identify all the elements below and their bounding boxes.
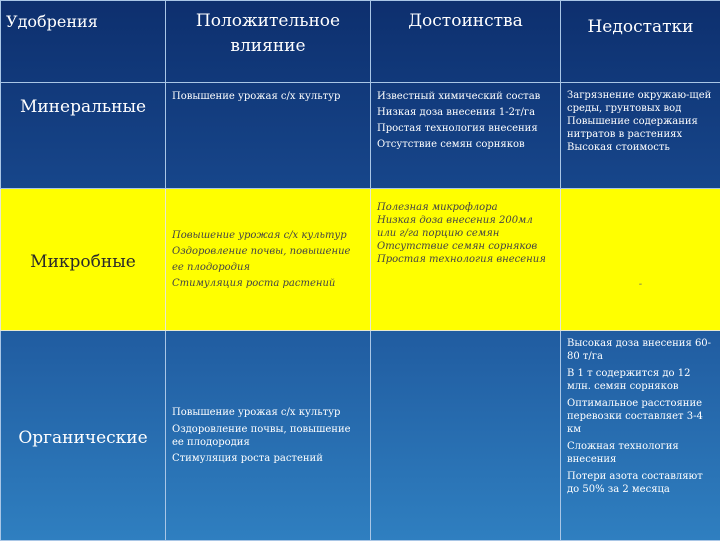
row-label-organic: Органические [1, 331, 166, 541]
list-item: Повышение урожая с/х культур [172, 89, 364, 105]
cell-mineral-positive [166, 83, 371, 189]
list-item: Известный химический состав [377, 89, 554, 105]
cell-organic-advantages [371, 331, 561, 541]
list-item: Сложная технология внесения [567, 440, 714, 466]
list-item: Оздоровление почвы, повышение ее плодородия [172, 423, 364, 449]
list-item: Потери азота составляют до 50% за 2 месяца [567, 470, 714, 496]
table-row-microbial [1, 189, 720, 331]
row-label-microbial: Микробные [1, 189, 166, 331]
list-item: Высокая стоимость [567, 141, 714, 154]
list-item: Оздоровление почвы, повышение ее плодородия [172, 244, 364, 276]
list-item: В 1 т содержится до 12 млн. семян сорняков [567, 367, 714, 393]
list-item: Отсутствие семян сорняков [377, 137, 554, 153]
table-row-organic [1, 331, 720, 541]
cell-organic-positive [166, 331, 371, 541]
list-item: Повышение урожая с/х культур [172, 228, 364, 244]
list-item: Низкая доза внесения 200мл или г/га порцию семян [377, 214, 554, 240]
list-item: - [567, 277, 714, 293]
list-item: Стимуляция роста растений [172, 451, 364, 467]
header-disadvantages: Недостатки [561, 1, 720, 83]
cell-organic-disadvantages [561, 331, 720, 541]
list-item: Повышение содержания нитратов в растениях [567, 115, 714, 141]
list-item: Простая технология внесения [377, 253, 554, 266]
header-advantages: Достоинства [371, 1, 561, 83]
list-item: Высокая доза внесения 60-80 т/га [567, 337, 714, 363]
table-row-mineral [1, 83, 720, 189]
list-item: Полезная микрофлора [377, 201, 554, 214]
row-label-mineral: Минеральные [1, 83, 166, 189]
list-item: Загрязнение окружаю-щей среды, грунтовых вод [567, 89, 714, 115]
list-item: Простая технология внесения [377, 121, 554, 137]
list-item: Повышение урожая с/х культур [172, 405, 364, 421]
header-row [1, 1, 720, 83]
list-item: Стимуляция роста растений [172, 276, 364, 292]
list-item: Оптимальное расстояние перевозки составляет 3-4 км [567, 397, 714, 436]
list-item: Низкая доза внесения 1-2т/га [377, 105, 554, 121]
header-fertilizers: Удобрения [1, 1, 166, 83]
cell-microbial-positive [166, 189, 371, 331]
list-item: Отсутствие семян сорняков [377, 240, 554, 253]
cell-mineral-advantages [371, 83, 561, 189]
cell-mineral-disadvantages [561, 83, 720, 189]
header-positive-effect: Положительное влияние [166, 1, 371, 83]
cell-microbial-advantages [371, 189, 561, 331]
cell-microbial-disadvantages [561, 189, 720, 331]
